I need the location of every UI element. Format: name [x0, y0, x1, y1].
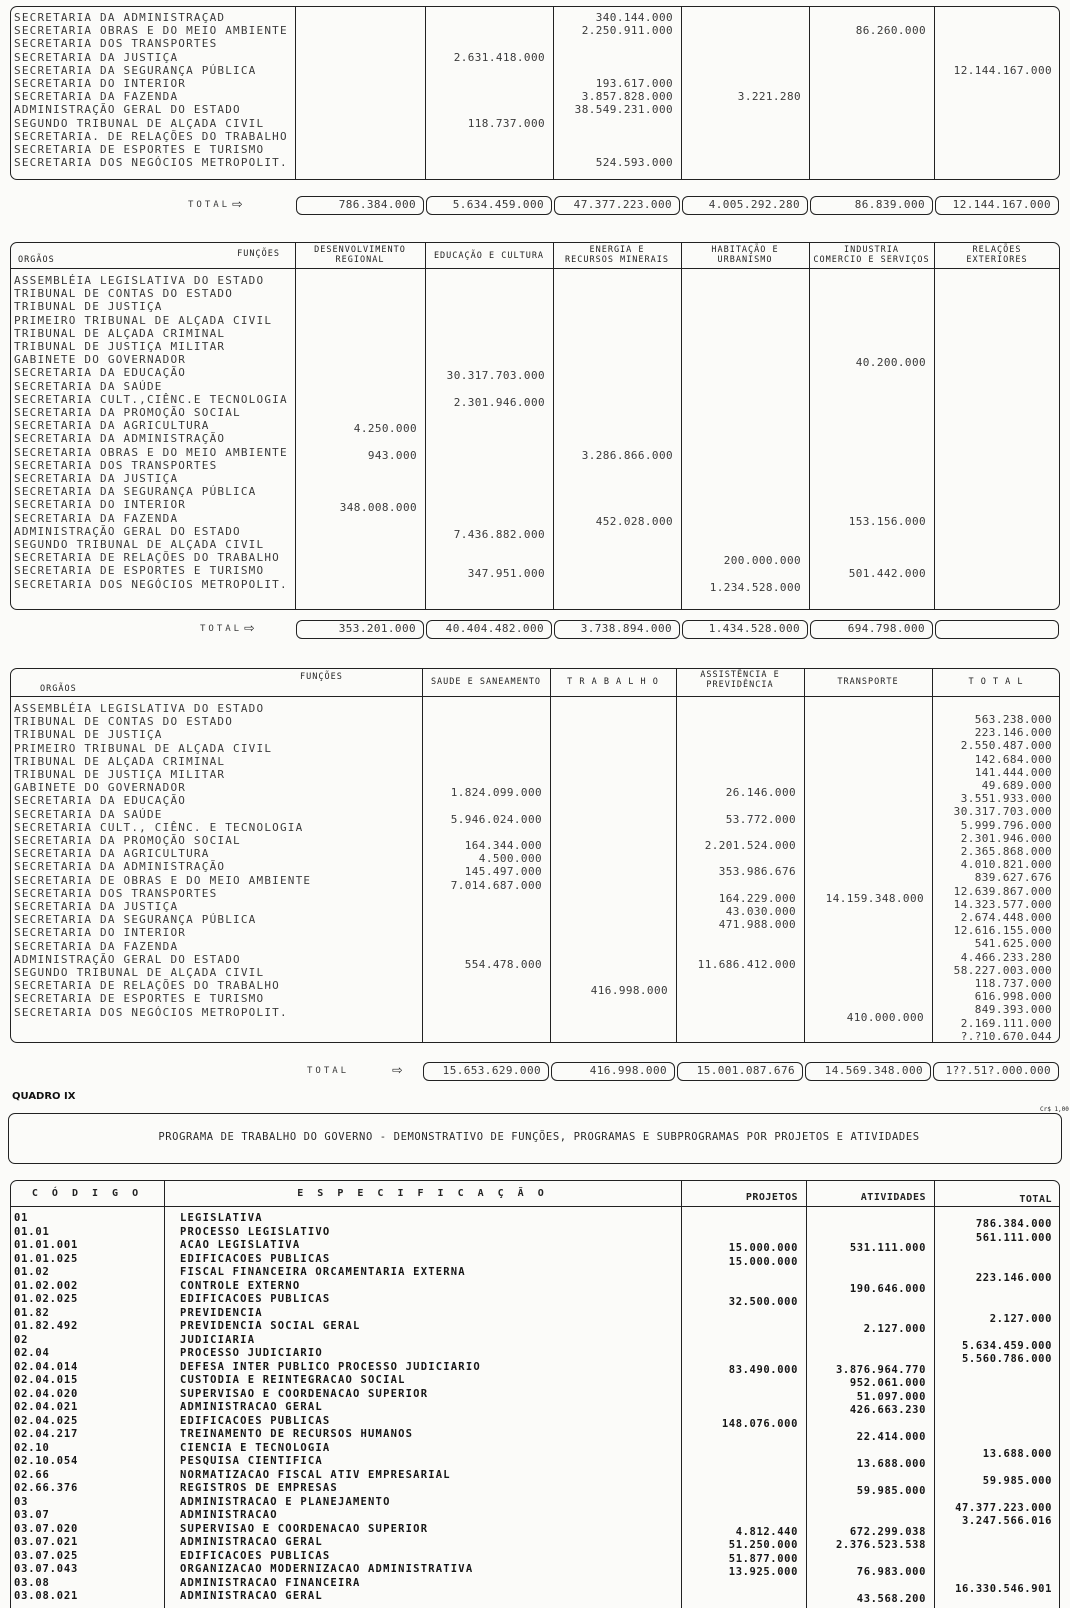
orgaos-header: ORGÃOS — [40, 684, 77, 694]
organ-name: SECRETARIA DA FAZENDA — [14, 90, 179, 104]
organ-name: SECRETARIA DA PROMOÇÃO SOCIAL — [14, 834, 241, 847]
organ-name: SECRETARIA DOS TRANSPORTES — [14, 37, 218, 51]
organ-name: SECRETARIA DA SEGURANÇA PÚBLICA — [14, 63, 257, 77]
column-header: RELAÇÕES EXTERIORES — [966, 245, 1028, 265]
program-code: 01.01.001 — [14, 1239, 79, 1251]
column-header: TRANSPORTE — [837, 677, 899, 687]
row-total: 12.616.155.000 — [953, 924, 1052, 938]
organ-name: ASSEMBLÉIA LEGISLATIVA DO ESTADO — [14, 274, 265, 287]
cell-value: 16.330.546.901 — [955, 1582, 1052, 1595]
cell-value: 786.384.000 — [975, 1218, 1052, 1230]
column-divider — [934, 242, 935, 610]
row-total: 2.365.868.000 — [960, 845, 1052, 858]
program-code: 02.04.020 — [14, 1387, 79, 1400]
cell-value: 2.250.911.000 — [581, 24, 673, 38]
row-total: 4.466.233.280 — [960, 950, 1052, 964]
cell-value: 47.377.223.000 — [955, 1501, 1052, 1514]
program-spec: ADMINISTRACAO E PLANEJAMENTO — [180, 1495, 391, 1508]
organ-name: SECRETARIA DO INTERIOR — [14, 926, 187, 940]
column-divider — [804, 668, 805, 1043]
row-total: 142.684.000 — [974, 752, 1052, 766]
organ-name: SECRETARIA CULT., CIÊNC. E TECNOLOGIA — [14, 820, 304, 834]
organ-name: SECRETARIA DO INTERIOR — [14, 77, 187, 90]
cell-value: 2.376.523.538 — [836, 1539, 926, 1551]
total-cell: 1.434.528.000 — [682, 620, 808, 639]
column-header: DESENVOLVIMENTO REGIONAL — [314, 245, 406, 265]
organ-name: SECRETARIA DOS NEGÓCIOS METROPOLIT. — [14, 577, 288, 591]
total-cell: 40.404.482.000 — [426, 620, 552, 639]
cell-value: 43.030.000 — [725, 905, 796, 918]
cell-value: 943.000 — [367, 448, 417, 462]
cell-value: 2.201.524.000 — [704, 839, 796, 852]
row-total: 49.689.000 — [981, 779, 1052, 792]
orgaos-header: ORGÃOS — [18, 255, 55, 265]
row-total: 541.625.000 — [974, 937, 1052, 951]
row-total: 2.674.448.000 — [960, 911, 1052, 924]
cell-value: 471.988.000 — [718, 918, 796, 932]
program-code: 03 — [14, 1495, 29, 1508]
program-code: 03.08.021 — [14, 1590, 79, 1602]
program-spec: FISCAL FINANCEIRA ORCAMENTARIA EXTERNA — [180, 1266, 466, 1278]
column-divider — [676, 668, 677, 1043]
cell-value: 200.000.000 — [723, 554, 801, 568]
cell-value: 2.631.418.000 — [453, 50, 545, 64]
organ-name: SECRETARIA DE ESPORTES E TURISMO — [14, 143, 265, 156]
cell-value: 223.146.000 — [975, 1272, 1052, 1284]
cell-value: 11.686.412.000 — [697, 957, 796, 971]
cell-value: 164.344.000 — [464, 839, 542, 852]
organ-name: SECRETARIA OBRAS E DO MEIO AMBIENTE — [14, 445, 288, 459]
total-cell: 694.798.000 — [810, 620, 933, 639]
organ-name: ADMINISTRAÇÃO GERAL DO ESTADO — [14, 524, 241, 538]
column-divider — [809, 242, 810, 610]
organ-name: SECRETARIA DA JUSTIÇA — [14, 50, 179, 64]
program-spec: PESQUISA CIENTIFICA — [180, 1455, 323, 1467]
arrow-right-icon: ⇨ — [392, 1060, 403, 1080]
cell-value: 14.159.348.000 — [825, 891, 924, 905]
cell-value: 672.299.038 — [849, 1525, 926, 1538]
row-total: 839.627.676 — [974, 871, 1052, 885]
cell-value: 145.497.000 — [464, 865, 542, 879]
cell-value: 5.560.786.000 — [962, 1353, 1052, 1365]
program-code: 02.04.021 — [14, 1401, 79, 1413]
header-especificacao: E S P E C I F I C A Ç Ã O — [297, 1188, 548, 1199]
cell-value: 524.593.000 — [595, 156, 673, 170]
header-divider — [10, 1206, 1060, 1207]
program-code: 02.66.376 — [14, 1482, 79, 1494]
cell-value: 51.877.000 — [728, 1552, 798, 1565]
organ-name: SECRETARIA DA SEGURANÇA PÚBLICA — [14, 913, 257, 927]
total-cell: 1??.51?.000.000 — [933, 1062, 1059, 1081]
program-code: 02.04.025 — [14, 1414, 79, 1427]
organ-name: SECRETARIA DOS TRANSPORTES — [14, 886, 218, 900]
cell-value: 43.568.200 — [856, 1593, 926, 1605]
organ-name: SECRETARIA DE RELAÇÕES DO TRABALHO — [14, 551, 280, 565]
row-total: 2.550.487.000 — [960, 739, 1052, 753]
cell-value: 561.111.000 — [975, 1231, 1052, 1244]
column-divider — [934, 6, 935, 180]
title-box — [8, 1113, 1062, 1164]
cell-value: 118.737.000 — [467, 116, 545, 130]
row-total: 58.227.003.000 — [953, 963, 1052, 977]
cell-value: 5.634.459.000 — [962, 1339, 1052, 1352]
row-total: 12.639.867.000 — [953, 884, 1052, 898]
column-divider — [425, 6, 426, 180]
funcoes-header: FUNÇÕES — [300, 672, 343, 682]
cell-value: 2.127.000 — [863, 1323, 926, 1335]
program-spec: REGISTROS DE EMPRESAS — [180, 1482, 338, 1494]
funcoes-header: FUNÇÕES — [237, 249, 280, 259]
organ-name: SECRETARIA DA SAÚDE — [14, 379, 163, 393]
organ-name: TRIBUNAL DE ALÇADA CRIMINAL — [14, 754, 226, 768]
program-title: PROGRAMA DE TRABALHO DO GOVERNO - DEMONSTRATIVO DE FUNÇÕES, PROGRAMAS E SUBPROGRAMAS POR PROJETOS E ATIVIDADES — [158, 1131, 920, 1143]
cell-value: 410.000.000 — [846, 1010, 924, 1024]
program-code: 03.07.025 — [14, 1549, 79, 1562]
program-code: 01.02.002 — [14, 1279, 79, 1292]
program-code: 01.82 — [14, 1306, 50, 1319]
program-spec: TREINAMENTO DE RECURSOS HUMANOS — [180, 1428, 414, 1440]
column-header: SAUDE E SANEAMENTO — [430, 677, 542, 687]
organ-name: SECRETARIA DA ADMINISTRAÇÃO — [14, 860, 226, 874]
organ-name: SECRETARIA DA FAZENDA — [14, 939, 179, 953]
organ-name: TRIBUNAL DE JUSTIÇA MILITAR — [14, 340, 226, 353]
cell-value: 51.250.000 — [728, 1539, 798, 1551]
cell-value: 190.646.000 — [849, 1282, 926, 1295]
program-code: 02.66 — [14, 1468, 50, 1481]
organ-name: TRIBUNAL DE JUSTIÇA — [14, 300, 163, 314]
row-total: 223.146.000 — [974, 726, 1052, 740]
column-header: T R A B A L H O — [567, 677, 659, 687]
organ-name: SECRETARIA DE RELAÇÕES DO TRABALHO — [14, 979, 280, 993]
organ-name: SECRETARIA DA ADMINISTRAÇÃO — [14, 432, 226, 446]
organ-name: PRIMEIRO TRIBUNAL DE ALÇADA CIVIL — [14, 741, 273, 755]
cell-value: 3.857.828.000 — [581, 90, 673, 104]
program-code: 02 — [14, 1333, 29, 1346]
cell-value: 531.111.000 — [849, 1242, 926, 1254]
program-spec: CONTROLE EXTERNO — [180, 1279, 301, 1292]
column-divider — [295, 6, 296, 180]
organ-name: SECRETARIA DOS NEGÓCIOS METROPOLIT. — [14, 156, 288, 170]
program-spec: PROCESSO LEGISLATIVO — [180, 1225, 331, 1238]
organ-name: TRIBUNAL DE JUSTIÇA MILITAR — [14, 768, 226, 781]
cell-value: 4.500.000 — [478, 852, 542, 866]
organ-name: SECRETARIA. DE RELAÇÕES DO TRABALHO — [14, 129, 288, 143]
currency-unit: Cr$ 1,00 — [1040, 1106, 1069, 1113]
organ-name: SECRETARIA DA ADMINISTRAÇAD — [14, 11, 226, 24]
total-cell: 416.998.000 — [551, 1062, 675, 1081]
cell-value: 1.234.528.000 — [709, 580, 801, 594]
cell-value: 340.144.000 — [595, 11, 673, 24]
organ-name: GABINETE DO GOVERNADOR — [14, 353, 187, 367]
organ-name: TRIBUNAL DE CONTAS DO ESTADO — [14, 715, 234, 729]
organ-name: SECRETARIA DOS NEGÓCIOS METROPOLIT. — [14, 1005, 288, 1019]
column-divider — [425, 242, 426, 610]
total-cell: 4.005.292.280 — [682, 196, 808, 215]
total-cell — [935, 620, 1059, 639]
cell-value: 59.985.000 — [982, 1474, 1052, 1487]
cell-value: 38.549.231.000 — [574, 103, 673, 117]
organ-name: SECRETARIA DA SEGURANÇA PÚBLICA — [14, 485, 257, 499]
header-projetos: PROJETOS — [745, 1192, 798, 1203]
cell-value: 193.617.000 — [595, 77, 673, 90]
organ-name: SECRETARIA DE OBRAS E DO MEIO AMBIENTE — [14, 873, 312, 887]
program-code: 03.08 — [14, 1576, 50, 1589]
cell-value: 76.983.000 — [856, 1566, 926, 1578]
row-total: 849.393.000 — [974, 1003, 1052, 1017]
total-cell: 786.384.000 — [296, 196, 424, 215]
column-header: ASSISTÊNCIA E PREVIDÊNCIA — [700, 670, 780, 690]
cell-value: 86.260.000 — [855, 24, 926, 38]
column-header: HABITAÇÃO E URBANISMO — [711, 245, 779, 265]
program-spec: JUDICIARIA — [180, 1333, 256, 1346]
cell-value: 416.998.000 — [590, 984, 668, 998]
row-total: 2.301.946.000 — [960, 831, 1052, 845]
total-label: TOTAL — [188, 200, 231, 210]
program-spec: ACAO LEGISLATIVA — [180, 1239, 301, 1251]
cell-value: 7.014.687.000 — [450, 878, 542, 892]
cell-value: 164.229.000 — [718, 891, 796, 905]
program-spec: SUPERVISAO E COORDENACAO SUPERIOR — [180, 1387, 429, 1400]
column-divider — [553, 242, 554, 610]
organ-name: SECRETARIA DA SAÚDE — [14, 807, 163, 821]
total-cell: 14.569.348.000 — [805, 1062, 931, 1081]
cell-value: 4.812.440 — [735, 1525, 798, 1538]
cell-value: 347.951.000 — [467, 567, 545, 581]
organ-name: TRIBUNAL DE ALÇADA CRIMINAL — [14, 326, 226, 340]
cell-value: 13.925.000 — [728, 1566, 798, 1578]
header-divider — [10, 696, 1060, 697]
row-total: 5.999.796.000 — [960, 818, 1052, 832]
cell-value: 15.000.000 — [728, 1255, 798, 1268]
cell-value: 12.144.167.000 — [953, 63, 1052, 77]
program-spec: SUPERVISAO E COORDENACAO SUPERIOR — [180, 1522, 429, 1535]
total-cell: 47.377.223.000 — [554, 196, 680, 215]
cell-value: 32.500.000 — [728, 1296, 798, 1308]
organ-name: TRIBUNAL DE CONTAS DO ESTADO — [14, 287, 234, 301]
organ-name: SECRETARIA DA FAZENDA — [14, 511, 179, 525]
header-codigo: C Ó D I G O — [31, 1188, 143, 1199]
organ-name: GABINETE DO GOVERNADOR — [14, 781, 187, 795]
total-cell: 5.634.459.000 — [426, 196, 552, 215]
total-cell: 3.738.894.000 — [554, 620, 680, 639]
cell-value: 501.442.000 — [848, 567, 926, 581]
header-atividades: ATIVIDADES — [860, 1192, 926, 1203]
row-total: 2.169.111.000 — [960, 1016, 1052, 1030]
total-cell: 15.001.087.676 — [677, 1062, 803, 1081]
cell-value: 7.436.882.000 — [453, 527, 545, 541]
cell-value: 4.250.000 — [353, 422, 417, 436]
organ-name: SECRETARIA DA EDUCAÇÃO — [14, 794, 187, 808]
cell-value: 51.097.000 — [856, 1390, 926, 1403]
cell-value: 2.301.946.000 — [453, 395, 545, 409]
header-divider — [10, 268, 1060, 269]
row-total: 616.998.000 — [974, 990, 1052, 1004]
organ-name: SEGUNDO TRIBUNAL DE ALÇADA CIVIL — [14, 966, 265, 979]
organ-name: SECRETARIA DOS TRANSPORTES — [14, 458, 218, 472]
cell-value: 3.247.566.016 — [962, 1515, 1052, 1527]
cell-value: 15.000.000 — [728, 1242, 798, 1254]
total-label: TOTAL — [200, 624, 243, 634]
total-cell: 353.201.000 — [296, 620, 424, 639]
program-code: 01 — [14, 1212, 29, 1224]
program-code: 02.04.014 — [14, 1360, 79, 1373]
program-code: 01.02 — [14, 1266, 50, 1278]
program-spec: DEFESA INTER PUBLICO PROCESSO JUDICIARIO — [180, 1360, 481, 1373]
program-code: 03.07.020 — [14, 1522, 79, 1535]
cell-value: 40.200.000 — [855, 356, 926, 370]
row-total: 3.551.933.000 — [960, 792, 1052, 806]
row-total: 563.238.000 — [974, 713, 1052, 726]
organ-name: SEGUNDO TRIBUNAL DE ALÇADA CIVIL — [14, 538, 265, 551]
organ-name: SECRETARIA DA JUSTIÇA — [14, 900, 179, 913]
cell-value: 5.946.024.000 — [450, 812, 542, 826]
cell-value: 1.824.099.000 — [450, 786, 542, 800]
program-spec: PROCESSO JUDICIARIO — [180, 1347, 323, 1359]
organ-name: ADMINISTRAÇÃO GERAL DO ESTADO — [14, 952, 241, 966]
program-code: 03.07 — [14, 1509, 50, 1521]
program-code: 02.04.217 — [14, 1428, 79, 1440]
organ-name: SECRETARIA DO INTERIOR — [14, 498, 187, 512]
arrow-right-icon: ⇨ — [232, 194, 243, 214]
column-header: INDUSTRIA COMERCIO E SERVIÇOS — [813, 245, 930, 265]
program-spec: PREVIDENCIA — [180, 1306, 263, 1319]
program-code: 02.04.015 — [14, 1374, 79, 1386]
program-spec: ADMINISTRACAO GERAL — [180, 1401, 323, 1413]
program-spec: ADMINISTRACAO GERAL — [180, 1590, 323, 1602]
column-header: ENERGIA E RECURSOS MINERAIS — [565, 245, 669, 265]
program-code: 03.07.043 — [14, 1563, 79, 1575]
column-divider — [164, 1180, 165, 1608]
program-spec: PREVIDENCIA SOCIAL GERAL — [180, 1320, 361, 1332]
cell-value: 148.076.000 — [721, 1417, 798, 1430]
cell-value: 59.985.000 — [856, 1485, 926, 1497]
organ-name: PRIMEIRO TRIBUNAL DE ALÇADA CIVIL — [14, 313, 273, 327]
organ-name: SECRETARIA DA PROMOÇÃO SOCIAL — [14, 406, 241, 419]
cell-value: 53.772.000 — [725, 812, 796, 826]
program-code: 02.04 — [14, 1347, 50, 1359]
program-spec: ADMINISTRACAO GERAL — [180, 1536, 323, 1548]
program-spec: EDIFICACOES PUBLICAS — [180, 1414, 331, 1427]
cell-value: 2.127.000 — [989, 1312, 1052, 1325]
program-spec: CUSTODIA E REINTEGRACAO SOCIAL — [180, 1374, 406, 1386]
arrow-right-icon: ⇨ — [244, 618, 255, 638]
row-total: ?.?10.670.044 — [960, 1029, 1052, 1043]
organ-name: SECRETARIA CULT.,CIÊNC.E TECNOLOGIA — [14, 392, 288, 406]
program-spec: ADMINISTRACAO — [180, 1509, 278, 1521]
cell-value: 554.478.000 — [464, 957, 542, 971]
cell-value: 3.221.280 — [737, 90, 801, 104]
organ-name: SECRETARIA DA AGRICULTURA — [14, 419, 210, 433]
organ-name: SECRETARIA DA AGRICULTURA — [14, 847, 210, 861]
program-code: 01.01 — [14, 1225, 50, 1238]
program-code: 03.07.021 — [14, 1536, 79, 1548]
cell-value: 452.028.000 — [595, 514, 673, 528]
cell-value: 30.317.703.000 — [446, 369, 545, 383]
organ-name: SECRETARIA OBRAS E DO MEIO AMBIENTE — [14, 24, 288, 38]
program-spec: NORMATIZACAO FISCAL ATIV EMPRESARIAL — [180, 1468, 451, 1481]
cell-value: 83.490.000 — [728, 1363, 798, 1376]
cell-value: 13.688.000 — [856, 1458, 926, 1470]
program-code: 02.10.054 — [14, 1455, 79, 1467]
row-total: 4.010.821.000 — [960, 858, 1052, 872]
program-spec: LEGISLATIVA — [180, 1212, 263, 1224]
total-cell: 86.839.000 — [810, 196, 933, 215]
column-header: EDUCAÇÃO E CULTURA — [433, 251, 545, 261]
cell-value: 348.008.000 — [339, 501, 417, 515]
program-spec: CIENCIA E TECNOLOGIA — [180, 1441, 331, 1454]
cell-value: 3.876.964.770 — [836, 1363, 926, 1376]
program-spec: ADMINISTRACAO FINANCEIRA — [180, 1576, 361, 1589]
cell-value: 26.146.000 — [725, 786, 796, 800]
organ-name: ASSEMBLÉIA LEGISLATIVA DO ESTADO — [14, 702, 265, 715]
row-total: 118.737.000 — [974, 977, 1052, 990]
organ-name: SEGUNDO TRIBUNAL DE ALÇADA CIVIL — [14, 116, 265, 130]
cell-value: 353.986.676 — [718, 865, 796, 879]
header-total: TOTAL — [1019, 1194, 1052, 1205]
total-cell: 15.653.629.000 — [423, 1062, 549, 1081]
program-code: 01.02.025 — [14, 1293, 79, 1305]
column-header: T O T A L — [968, 677, 1024, 687]
program-spec: ORGANIZACAO MODERNIZACAO ADMINISTRATIVA — [180, 1563, 474, 1575]
program-code: 01.01.025 — [14, 1252, 79, 1265]
organ-name: SECRETARIA DE ESPORTES E TURISMO — [14, 564, 265, 578]
organ-name: SECRETARIA DE ESPORTES E TURISMO — [14, 992, 265, 1006]
program-spec: EDIFICACOES PUBLICAS — [180, 1293, 331, 1305]
total-cell: 12.144.167.000 — [935, 196, 1059, 215]
cell-value: 426.663.230 — [849, 1404, 926, 1416]
program-code: 01.82.492 — [14, 1320, 79, 1332]
row-total: 141.444.000 — [974, 765, 1052, 779]
program-spec: EDIFICACOES PUBLICAS — [180, 1549, 331, 1562]
cell-value: 13.688.000 — [982, 1447, 1052, 1460]
organ-name: SECRETARIA DA EDUCAÇÃO — [14, 366, 187, 380]
cell-value: 3.286.866.000 — [581, 448, 673, 462]
program-code: 02.10 — [14, 1441, 50, 1454]
cell-value: 153.156.000 — [848, 514, 926, 528]
cell-value: 952.061.000 — [849, 1377, 926, 1389]
program-spec: EDIFICACOES PUBLICAS — [180, 1252, 331, 1265]
quadro-label: QUADRO IX — [12, 1091, 76, 1102]
organ-name: TRIBUNAL DE JUSTIÇA — [14, 728, 163, 742]
total-label: TOTAL — [307, 1066, 350, 1076]
organ-name: SECRETARIA DA JUSTIÇA — [14, 472, 179, 485]
row-total: 30.317.703.000 — [953, 805, 1052, 819]
row-total: 14.323.577.000 — [953, 897, 1052, 911]
cell-value: 22.414.000 — [856, 1431, 926, 1443]
organ-name: ADMINISTRAÇÃO GERAL DO ESTADO — [14, 103, 241, 117]
column-divider — [934, 1180, 935, 1608]
